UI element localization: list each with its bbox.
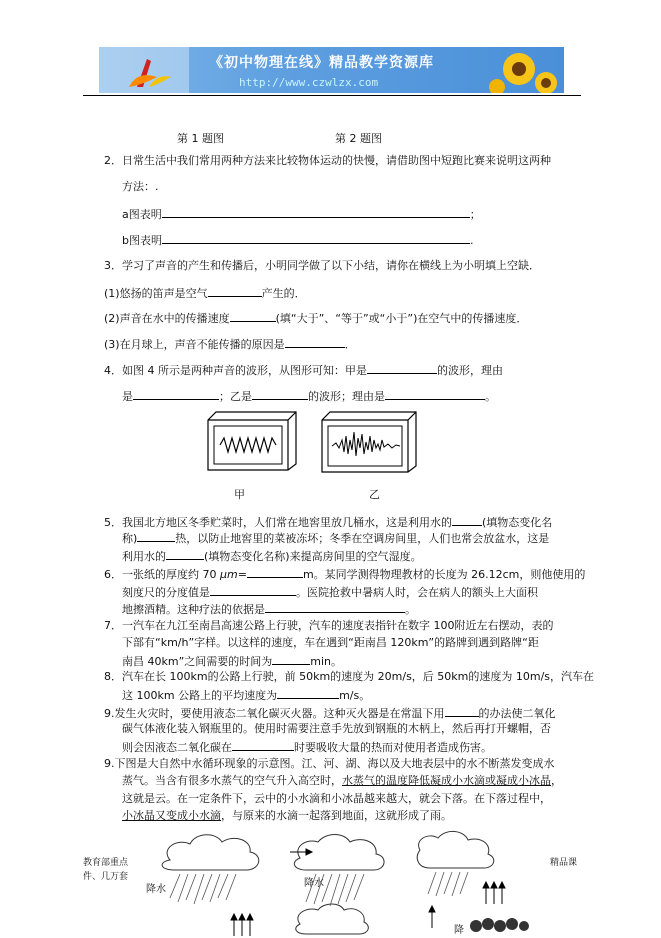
waveform-b-figure [316, 410, 420, 474]
q5-l2-b: 热，以防止地窖里的菜被冻坏；冬季在空调房间里，人们也常会放盆水，这是 [175, 532, 550, 545]
q9a-l1-a: 9.发生火灾时，要使用液态二氧化碳灭火器。这种灭火器是在常温下用 [104, 707, 445, 720]
q9a-l3-a: 则会因液态二氧化碳在 [122, 741, 232, 754]
q5-l3-b: (填物态变化名称)来提高房间里的空气湿度。 [204, 550, 422, 563]
q9b-line1: 9.下图是大自然中水循环现象的示意图。江、河、湖、海以及大地表层中的水不断蒸发变成水 [104, 757, 555, 770]
footer-left-1: 教育部重点 [83, 858, 129, 868]
q9b-line2 [122, 774, 562, 788]
q6-l1-c: m。某同学测得物理教材的长度为 26.12cm，则他使用的 [302, 568, 586, 581]
header-rule [83, 95, 581, 96]
q5-l3-a: 利用水的 [122, 550, 166, 563]
q5-line3 [122, 548, 422, 564]
wave-label-b: 乙 [369, 488, 380, 501]
q5-blank-3[interactable] [166, 548, 204, 560]
q4-l2-c: 的波形；理由是 [308, 390, 385, 403]
q4-l2-d: 。 [485, 390, 496, 403]
q9a-line3 [122, 739, 492, 755]
q8-l2-a: 这 100km 公路上的平均速度为 [122, 689, 278, 702]
q9b-line4 [122, 809, 452, 823]
q6-l2-a: 刻度尺的分度值是 [122, 586, 210, 599]
q9a-l3-b: 时要吸收大量的热而对使用者造成伤害。 [294, 741, 492, 754]
q3-p1 [104, 285, 306, 301]
q6-line2 [122, 584, 538, 600]
q4-l2-a: 是 [122, 390, 133, 403]
q3-p3 [104, 336, 356, 352]
q8-l2-b: m/s。 [339, 689, 371, 702]
q7-line2: 下部有“km/h”字样。以这样的速度，车在遇到“距南昌 120km”的路牌到遇到路牌“距 [122, 636, 539, 649]
q4-l2-b: ；乙是 [219, 390, 252, 403]
q3-p1-end: 产生的． [261, 287, 306, 300]
q6-l1-a: 6．一张纸的厚度约 70 [104, 568, 220, 581]
q6-l2-b: 。医院抢救中暑病人时，会在病人的额头上大面积 [296, 586, 538, 599]
q9b-l2-b: ， [551, 774, 562, 787]
q5-l2-a: 称) [122, 532, 138, 545]
header-banner [99, 47, 564, 93]
footer-right: 精品课 [550, 858, 578, 868]
water-cycle-diagram [130, 828, 530, 936]
diagram-label-rain-1: 降水 [146, 884, 166, 895]
q2-line1: 2．日常生活中我们常用两种方法来比较物体运动的快慢，请借助图中短跑比赛来说明这两种 [104, 154, 551, 167]
q9a-blank-1[interactable] [445, 705, 479, 717]
q5-line2 [122, 530, 549, 546]
q2-a-end: ； [469, 208, 481, 221]
q4-l1-end: 的波形，理由 [437, 364, 503, 377]
q5-l1-text: 5．我国北方地区冬季贮菜时，人们常在地窖里放几桶水，这是利用水的 [104, 516, 452, 529]
q3-p2-text: (2)声音在水中的传播速度 [104, 312, 230, 325]
fig2-caption: 第 2 题图 [335, 132, 382, 145]
q5-blank-1[interactable] [452, 514, 482, 526]
q2-b [122, 232, 473, 248]
q6-l1-b: = [237, 568, 247, 581]
q4-blank-4[interactable] [385, 388, 485, 400]
q7-l3-a: 南昌 40km”之间需要的时间为 [122, 655, 273, 668]
q5-blank-2[interactable] [137, 530, 175, 542]
q5-line1 [104, 514, 552, 530]
q8-line1: 8．汽车在长 100km的公路上行驶，前 50km的速度为 20m/s，后 50km的速度为 10m/s，汽车在 [104, 670, 595, 683]
wave-label-a: 甲 [234, 488, 245, 501]
q8-line2 [122, 687, 370, 703]
q3-p3-end: ． [344, 338, 356, 351]
q6-l3-b: 。 [405, 603, 416, 616]
q4-blank-1[interactable] [367, 362, 437, 374]
q6-unit: μm [220, 568, 238, 581]
q3-intro: 3．学习了声音的产生和传播后，小明同学做了以下小结，请你在横线上为小明填上空缺． [104, 259, 540, 272]
q3-p3-text: (3)在月球上，声音不能传播的原因是 [104, 338, 285, 351]
q6-blank-1[interactable] [247, 566, 303, 578]
q3-p2-end: (填“大于”、“等于”或“小于”)在空气中的传播速度． [275, 312, 528, 325]
q7-blank[interactable] [272, 653, 310, 665]
q9b-l4-b: ，与原来的水滴一起落到地面，这就形成了雨。 [221, 809, 452, 822]
q2-b-blank[interactable] [162, 232, 470, 244]
q9a-l1-b: 的办法使二氧化 [478, 707, 556, 720]
q4-blank-2[interactable] [133, 388, 219, 400]
q2-line2: 方法：. [122, 180, 159, 193]
q9b-l2-underlined: 水蒸气的温度降低凝成小水滴或凝成小冰晶 [342, 774, 551, 787]
q4-l1-text: 4．如图 4 所示是两种声音的波形，从图形可知：甲是 [104, 364, 367, 377]
q7-line1: 7．一汽车在九江至南昌高速公路上行驶，汽车的速度表指针在数字 100附近左右摆动，表的 [104, 619, 554, 632]
q2-a-blank[interactable] [162, 206, 470, 218]
q2-a [122, 206, 481, 222]
q6-blank-3[interactable] [265, 601, 405, 613]
waveform-a-figure [200, 410, 300, 472]
q3-p1-blank[interactable] [208, 285, 262, 297]
q2-b-label: b图表明 [122, 234, 162, 247]
q7-line3 [122, 653, 342, 669]
q9b-line3: 这就是云。在一定条件下，云中的小水滴和小冰晶越来越大，就会下落。在下落过程中， [122, 792, 551, 805]
q9a-line1 [104, 705, 556, 721]
q3-p2 [104, 310, 527, 326]
q8-blank[interactable] [277, 687, 339, 699]
q9b-l2-a: 蒸气。当含有很多水蒸气的空气升入高空时， [122, 774, 342, 787]
q7-l3-b: min。 [310, 655, 343, 668]
q3-p2-blank[interactable] [230, 310, 276, 322]
q6-line3 [122, 601, 416, 617]
q9a-blank-2[interactable] [232, 739, 294, 751]
q4-blank-3[interactable] [252, 388, 308, 400]
q6-l3-a: 地擦酒精。这种疗法的依据是 [122, 603, 265, 616]
diagram-label-rain-3: 降 [454, 925, 464, 936]
banner-url: http://www.czwlzx.com [239, 76, 379, 89]
q9a-line2: 碳气体液化装入钢瓶里的。使用时需要注意手先放到钢瓶的木柄上，然后再打开螺帽，否 [122, 722, 551, 735]
q2-b-end: . [469, 234, 474, 247]
q3-p1-text: (1)悠扬的笛声是空气 [104, 287, 208, 300]
q3-p3-blank[interactable] [285, 336, 345, 348]
q2-a-label: a图表明 [122, 208, 162, 221]
q6-blank-2[interactable] [210, 584, 296, 596]
fig1-caption: 第 1 题图 [177, 132, 224, 145]
q4-line2 [122, 388, 496, 404]
diagram-label-rain-2: 降水 [304, 878, 324, 889]
banner-title: 《初中物理在线》精品教学资源库 [209, 55, 434, 71]
q9b-l4-underlined: 小冰晶又变成小水滴 [122, 809, 221, 822]
footer-left-2: 件、几万套 [83, 872, 129, 882]
q4-line1 [104, 362, 503, 378]
q6-line1 [104, 566, 585, 582]
q5-l1-end: (填物态变化名 [482, 516, 553, 529]
